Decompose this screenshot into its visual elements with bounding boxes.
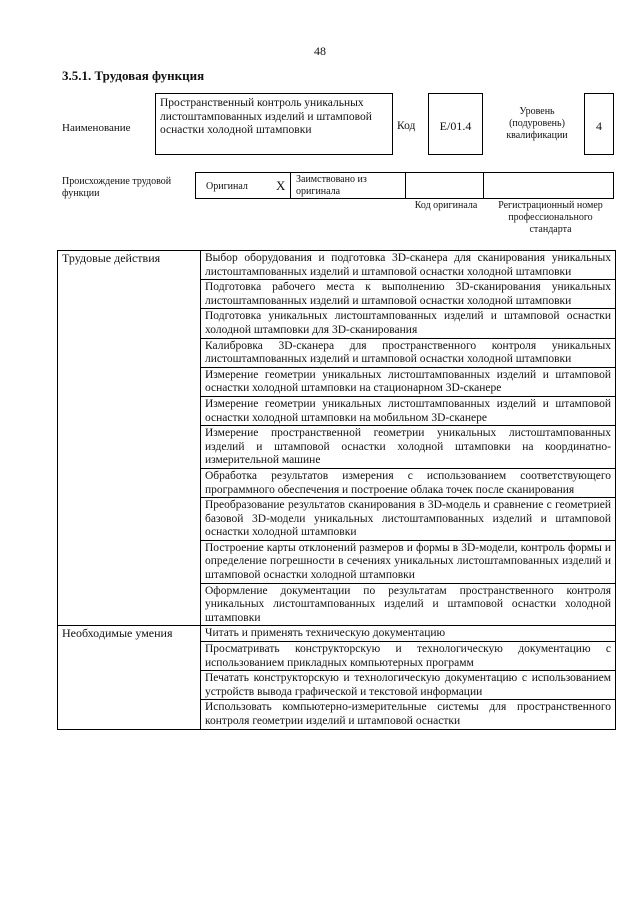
- labor-action-row-label: Трудовые действия: [58, 251, 201, 626]
- original-mark: X: [276, 178, 286, 193]
- original-label: Оригинал: [206, 181, 248, 192]
- code-original-caption: Код оригинала: [414, 200, 478, 211]
- function-name-box: [155, 93, 393, 155]
- level-value: 4: [596, 119, 602, 133]
- code-original-cell: [405, 172, 484, 199]
- labor-action-row-text: Измерение геометрии уникальных листоштампованных изделий и штамповой оснастки холодной штамповки на стационарном 3D-сканере: [201, 367, 616, 396]
- labor-action-row-text: Измерение геометрии уникальных листоштампованных изделий и штамповой оснастки холодной штамповки на мобильном 3D-сканере: [201, 396, 616, 425]
- reg-number-caption: Регистрационный номер профессионального стандарта: [498, 200, 603, 235]
- code-value-box: [428, 93, 483, 155]
- section-heading: 3.5.1. Трудовая функция: [62, 68, 205, 83]
- function-name: Пространственный контроль уникальных листоштампованных изделий и штамповой оснастки холодной штамповки: [160, 97, 372, 136]
- skill-row-text: Просматривать конструкторскую и технологическую документацию с использованием прикладных компьютерных программ: [201, 642, 616, 671]
- labor-action-row-text: Калибровка 3D-сканера для пространственного контроля уникальных листоштампованных изделий и штамповой оснастки холодной штамповки: [201, 338, 616, 367]
- borrowed-label: Заимствовано из оригинала: [296, 174, 367, 197]
- labor-action-row-text: Оформление документации по результатам пространственного контроля уникальных листоштампованных изделий и штамповой оснастки холодной штамповки: [201, 583, 616, 626]
- labor-action-row-text: Выбор оборудования и подготовка 3D-сканера для сканирования уникальных листоштампованных изделий и штамповой оснастки холодной штамповки: [201, 251, 616, 280]
- skill-row-label: Необходимые умения: [58, 626, 201, 729]
- labor-action-row-text: Построение карты отклонений размеров и формы в 3D-модели, контроль формы и определение погрешности в сечениях уникальных листоштампованных изделий и штамповой оснастки холодной штамповки: [201, 540, 616, 583]
- borrowed-cell: [290, 172, 406, 199]
- page-number: 48: [314, 44, 326, 58]
- labor-action-row-text: Преобразование результатов сканирования в 3D-модель и сравнение с геометрией базовой 3D-модели уникальных листоштампованных изделий и штамповой оснастки холодной штамповки: [201, 498, 616, 541]
- code-value: E/01.4: [439, 119, 472, 133]
- labor-action-row-text: Обработка результатов измерения с использованием соответствующего программного обеспечения и построение облака точек после сканирования: [201, 468, 616, 497]
- code-label: Код: [397, 120, 416, 132]
- reg-number-cell: [483, 172, 614, 199]
- skill-row-text: Использовать компьютерно-измерительные системы для пространственного контроля геометрии изделий и штамповой оснастки: [201, 700, 616, 729]
- skill-row-text: Читать и применять техническую документацию: [201, 626, 616, 642]
- labor-action-row-text: Подготовка рабочего места к выполнению 3D-сканирования уникальных листоштампованных изделий и штамповой оснастки холодной штамповки: [201, 280, 616, 309]
- origin-label: Происхождение трудовой функции: [62, 176, 172, 199]
- level-label: Уровень (подуровень) квалификации: [506, 106, 568, 141]
- labor-action-row: [58, 251, 616, 280]
- labor-action-row-text: Измерение пространственной геометрии уникальных листоштампованных изделий и штамповой оснастки холодной штамповки на координатно-измерительной машине: [201, 426, 616, 469]
- skill-row: [58, 626, 616, 642]
- name-label: Наименование: [62, 122, 131, 134]
- function-table: [57, 250, 616, 730]
- level-value-box: [584, 93, 614, 155]
- labor-action-row-text: Подготовка уникальных листоштампованных изделий и штамповой оснастки холодной штамповки для 3D-сканирования: [201, 309, 616, 338]
- skill-row-text: Печатать конструкторскую и технологическую документацию с использованием устройств вывода графической и текстовой информации: [201, 671, 616, 700]
- original-cell: [195, 172, 291, 199]
